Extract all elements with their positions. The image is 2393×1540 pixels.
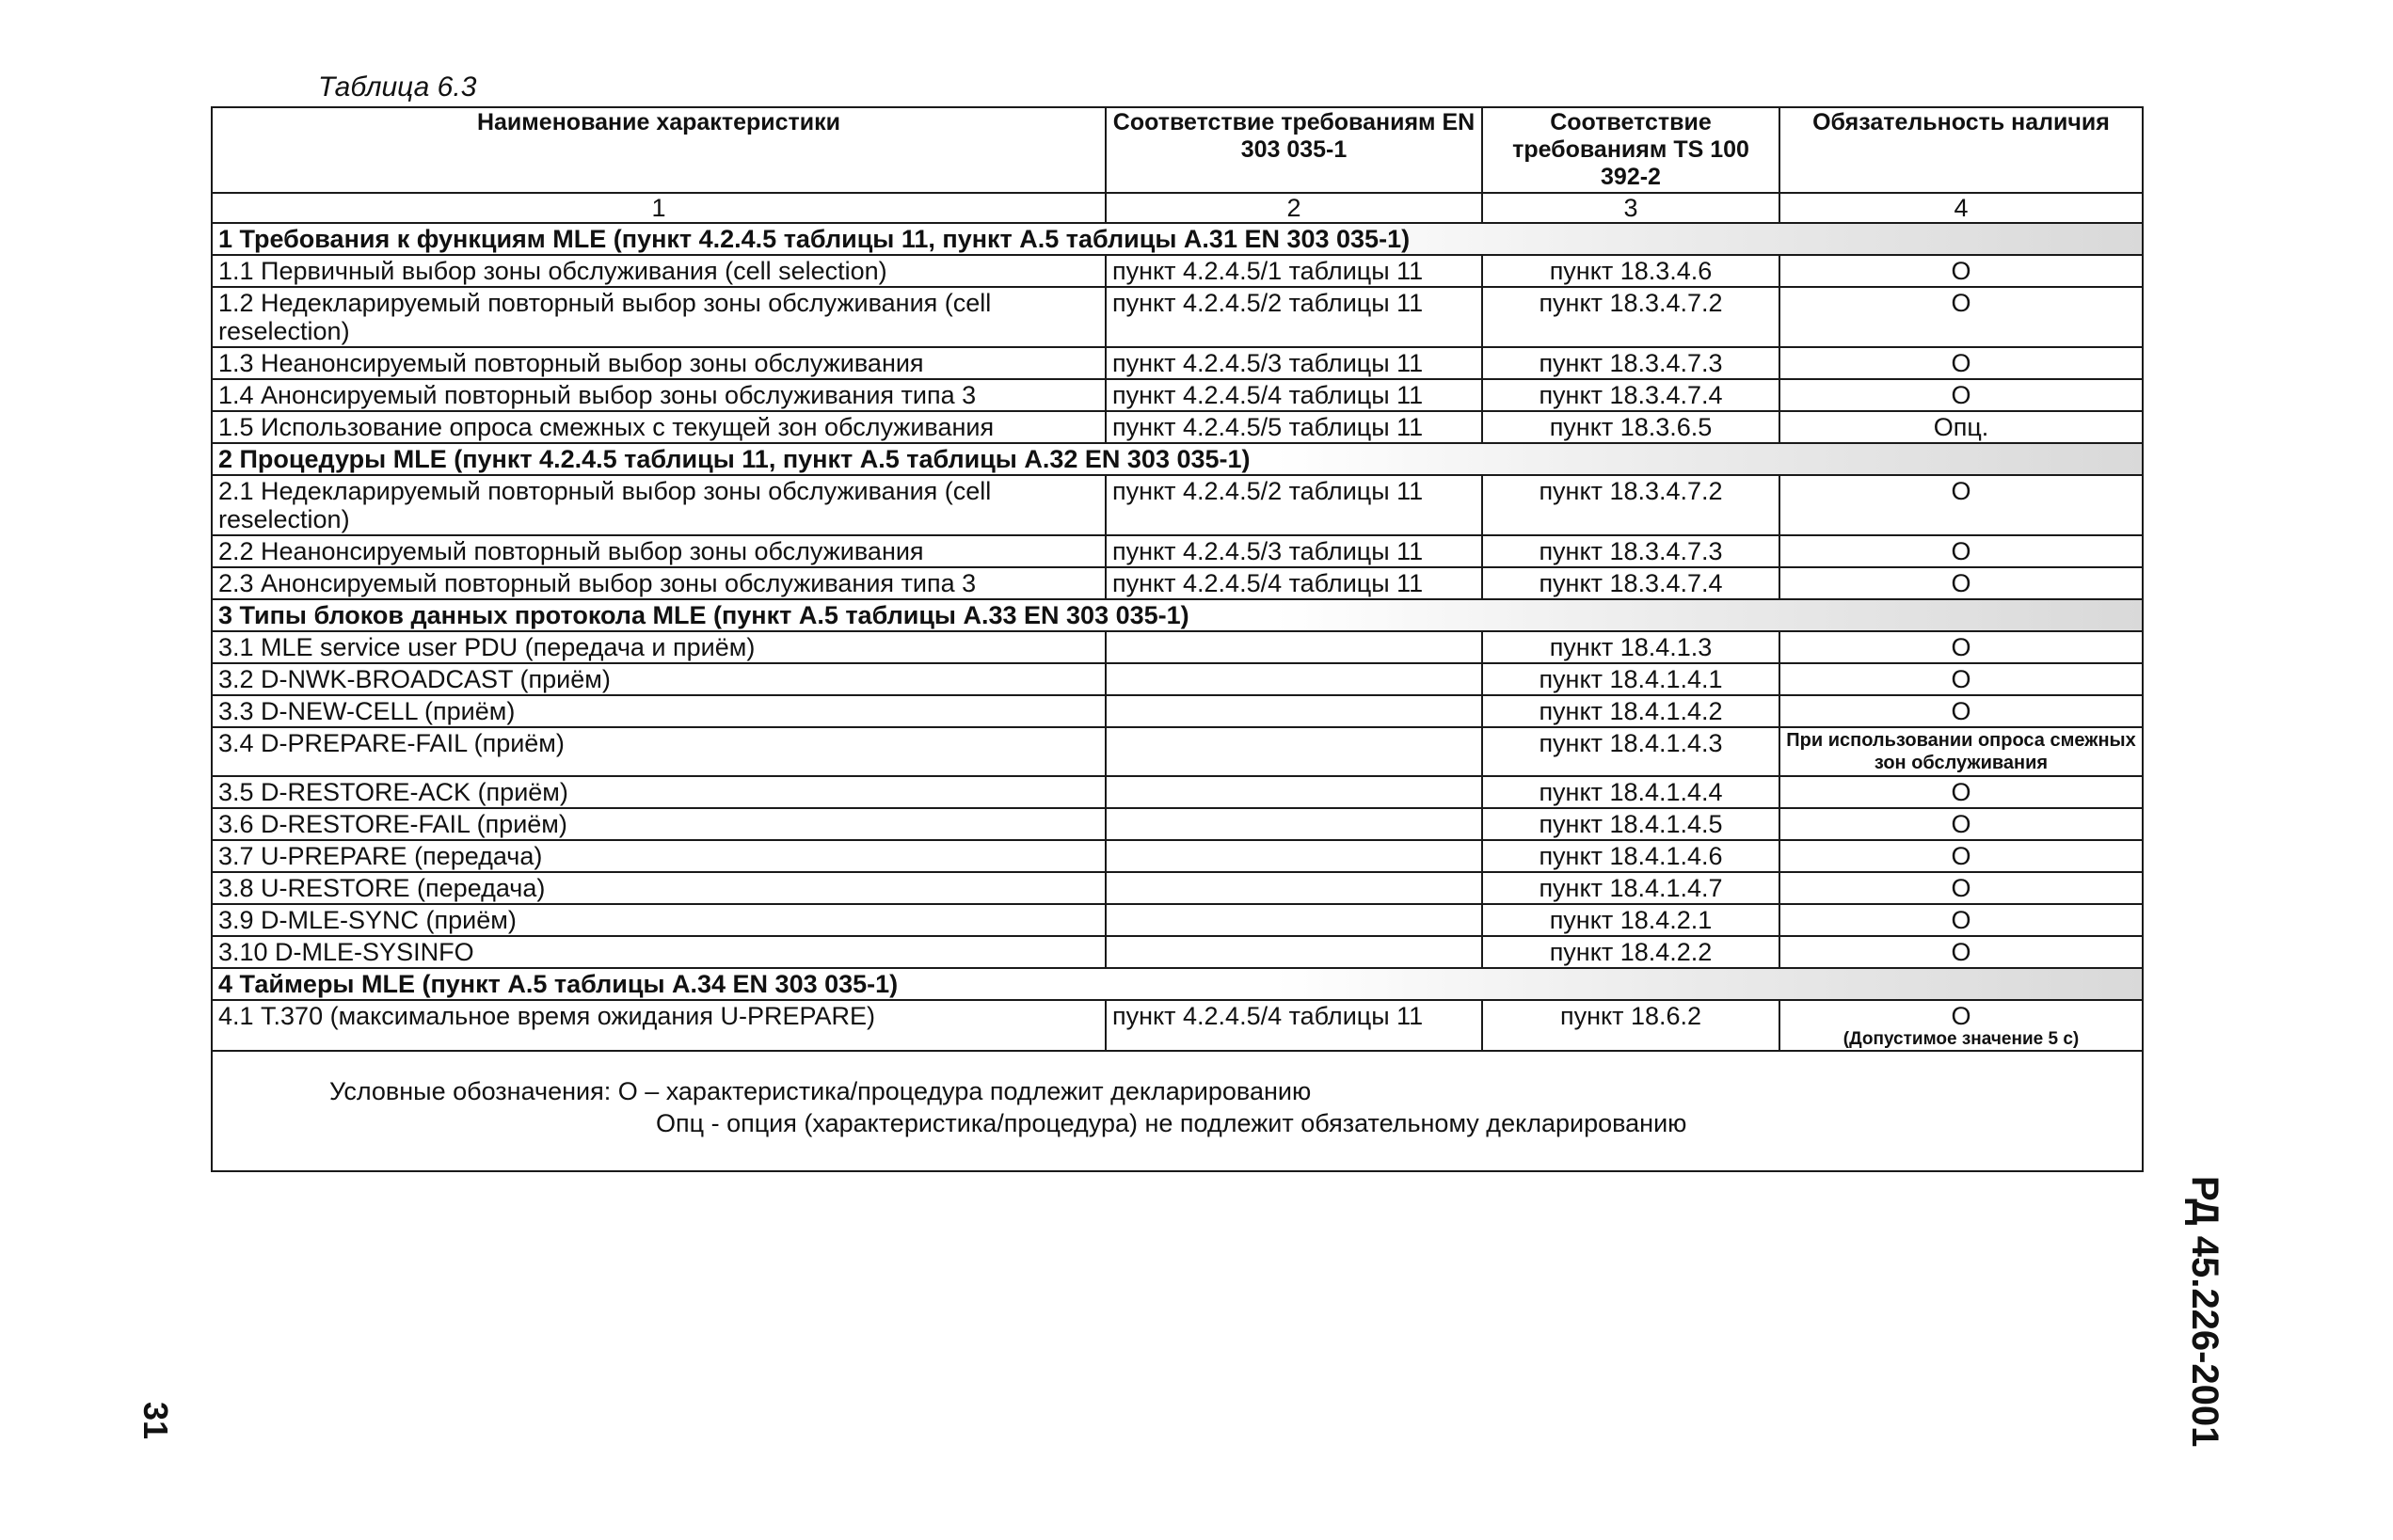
row-name: 3.1 MLE service user PDU (передача и приём)	[212, 631, 1106, 663]
section-row	[212, 223, 2143, 255]
row-mandatory: Опц.	[1779, 411, 2143, 443]
row-mandatory: О	[1779, 808, 2143, 840]
table-row	[212, 663, 2143, 695]
row-mandatory: О	[1779, 535, 2143, 567]
row-mandatory: О	[1779, 776, 2143, 808]
row-ts: пункт 18.4.2.1	[1482, 904, 1779, 936]
row-name: 3.7 U-PREPARE (передача)	[212, 840, 1106, 872]
row-name: 3.8 U-RESTORE (передача)	[212, 872, 1106, 904]
row-name: 4.1 Т.370 (максимальное время ожидания U-PREPARE)	[212, 1000, 1106, 1051]
document-code: РД 45.226-2001	[2184, 1176, 2225, 1448]
table-row	[212, 287, 2143, 347]
page-number: 31	[136, 1402, 175, 1440]
row-name: 3.3 D-NEW-CELL (приём)	[212, 695, 1106, 727]
row-ts: пункт 18.3.4.7.2	[1482, 287, 1779, 347]
row-mandatory: О	[1779, 872, 2143, 904]
table-row	[212, 936, 2143, 968]
legend-line-2: Опц - опция (характеристика/процедура) не подлежит обязательному декларированию	[656, 1109, 1687, 1137]
row-en	[1106, 776, 1482, 808]
table-row	[212, 808, 2143, 840]
row-en	[1106, 727, 1482, 776]
row-mandatory: О	[1779, 695, 2143, 727]
table-row	[212, 727, 2143, 776]
row-mandatory-note: (Допустимое значение 5 с)	[1843, 1029, 2080, 1049]
header-ts: Соответствие требованиям TS 100 392-2	[1482, 107, 1779, 193]
row-mandatory: При использовании опроса смежных зон обслуживания	[1779, 727, 2143, 776]
row-en: пункт 4.2.4.5/4 таблицы 11	[1106, 379, 1482, 411]
row-ts: пункт 18.4.2.2	[1482, 936, 1779, 968]
row-name: 1.5 Использование опроса смежных с текущей зон обслуживания	[212, 411, 1106, 443]
table-row	[212, 347, 2143, 379]
header-mandatory: Обязательность наличия	[1779, 107, 2143, 193]
row-name: 1.2 Недекларируемый повторный выбор зоны обслуживания (cell reselection)	[212, 287, 1106, 347]
row-en	[1106, 808, 1482, 840]
table-row	[212, 475, 2143, 535]
row-mandatory: О	[1779, 379, 2143, 411]
row-en	[1106, 631, 1482, 663]
row-name: 3.9 D-MLE-SYNC (приём)	[212, 904, 1106, 936]
section-title: 2 Процедуры MLE (пункт 4.2.4.5 таблицы 11, пункт А.5 таблицы А.32 EN 303 035-1)	[212, 443, 2143, 475]
row-name: 2.1 Недекларируемый повторный выбор зоны обслуживания (cell reselection)	[212, 475, 1106, 535]
row-mandatory: О	[1779, 567, 2143, 599]
row-ts: пункт 18.3.6.5	[1482, 411, 1779, 443]
row-en	[1106, 840, 1482, 872]
row-en: пункт 4.2.4.5/2 таблицы 11	[1106, 475, 1482, 535]
row-en	[1106, 904, 1482, 936]
row-ts: пункт 18.4.1.4.2	[1482, 695, 1779, 727]
column-number-row	[212, 193, 2143, 223]
row-ts: пункт 18.3.4.6	[1482, 255, 1779, 287]
row-name: 3.2 D-NWK-BROADCAST (приём)	[212, 663, 1106, 695]
row-ts: пункт 18.4.1.4.7	[1482, 872, 1779, 904]
row-mandatory: О	[1779, 287, 2143, 347]
row-ts: пункт 18.6.2	[1482, 1000, 1779, 1051]
row-en	[1106, 936, 1482, 968]
col-number: 3	[1482, 193, 1779, 223]
row-mandatory: О	[1779, 936, 2143, 968]
row-mandatory: О	[1779, 631, 2143, 663]
row-name: 3.10 D-MLE-SYSINFO	[212, 936, 1106, 968]
col-number: 4	[1779, 193, 2143, 223]
row-en: пункт 4.2.4.5/2 таблицы 11	[1106, 287, 1482, 347]
row-name: 3.5 D-RESTORE-ACK (приём)	[212, 776, 1106, 808]
header-row	[212, 107, 2143, 193]
row-ts: пункт 18.4.1.4.4	[1482, 776, 1779, 808]
col-number: 1	[212, 193, 1106, 223]
legend-line-1: Условные обозначения: О – характеристика/процедура подлежит декларированию	[329, 1077, 1312, 1105]
row-en	[1106, 695, 1482, 727]
table-row	[212, 631, 2143, 663]
row-ts: пункт 18.3.4.7.2	[1482, 475, 1779, 535]
header-en: Соответствие требованиям EN 303 035-1	[1106, 107, 1482, 193]
row-en: пункт 4.2.4.5/4 таблицы 11	[1106, 567, 1482, 599]
row-mandatory-cell	[1779, 1000, 2143, 1051]
section-row	[212, 599, 2143, 631]
table-row	[212, 411, 2143, 443]
row-name: 1.1 Первичный выбор зоны обслуживания (cell selection)	[212, 255, 1106, 287]
section-row	[212, 968, 2143, 1000]
row-en: пункт 4.2.4.5/5 таблицы 11	[1106, 411, 1482, 443]
row-mandatory: О	[1779, 255, 2143, 287]
row-mandatory: О	[1779, 347, 2143, 379]
row-ts: пункт 18.4.1.4.6	[1482, 840, 1779, 872]
col-number: 2	[1106, 193, 1482, 223]
row-name: 3.6 D-RESTORE-FAIL (приём)	[212, 808, 1106, 840]
row-mandatory: О	[1779, 475, 2143, 535]
row-en: пункт 4.2.4.5/1 таблицы 11	[1106, 255, 1482, 287]
row-ts: пункт 18.4.1.4.5	[1482, 808, 1779, 840]
row-name: 1.3 Неанонсируемый повторный выбор зоны обслуживания	[212, 347, 1106, 379]
row-en: пункт 4.2.4.5/3 таблицы 11	[1106, 535, 1482, 567]
table-caption: Таблица 6.3	[318, 71, 477, 103]
row-ts: пункт 18.4.1.4.3	[1482, 727, 1779, 776]
table-row	[212, 1000, 2143, 1051]
row-ts: пункт 18.3.4.7.4	[1482, 567, 1779, 599]
table-row	[212, 379, 2143, 411]
table-row	[212, 255, 2143, 287]
row-ts: пункт 18.4.1.4.1	[1482, 663, 1779, 695]
row-mandatory: О	[1779, 663, 2143, 695]
row-name: 2.3 Анонсируемый повторный выбор зоны обслуживания типа 3	[212, 567, 1106, 599]
row-ts: пункт 18.4.1.3	[1482, 631, 1779, 663]
row-name: 3.4 D-PREPARE-FAIL (приём)	[212, 727, 1106, 776]
row-en	[1106, 663, 1482, 695]
table-row	[212, 840, 2143, 872]
row-en: пункт 4.2.4.5/4 таблицы 11	[1106, 1000, 1482, 1051]
row-mandatory: О	[1779, 840, 2143, 872]
table-row	[212, 776, 2143, 808]
header-name: Наименование характеристики	[212, 107, 1106, 193]
row-name: 1.4 Анонсируемый повторный выбор зоны обслуживания типа 3	[212, 379, 1106, 411]
legend-cell	[212, 1051, 2143, 1171]
table-row	[212, 567, 2143, 599]
row-ts: пункт 18.3.4.7.4	[1482, 379, 1779, 411]
table-row	[212, 904, 2143, 936]
row-ts: пункт 18.3.4.7.3	[1482, 347, 1779, 379]
section-title: 3 Типы блоков данных протокола MLE (пункт А.5 таблицы А.33 EN 303 035-1)	[212, 599, 2143, 631]
table-row	[212, 695, 2143, 727]
row-en	[1106, 872, 1482, 904]
section-row	[212, 443, 2143, 475]
row-mandatory: О	[1779, 904, 2143, 936]
row-en: пункт 4.2.4.5/3 таблицы 11	[1106, 347, 1482, 379]
requirements-table	[211, 106, 2144, 1172]
legend-row	[212, 1051, 2143, 1171]
row-mandatory: О	[1951, 1002, 1971, 1030]
table-row	[212, 535, 2143, 567]
section-title: 4 Таймеры MLE (пункт А.5 таблицы А.34 EN 303 035-1)	[212, 968, 2143, 1000]
table-row	[212, 872, 2143, 904]
row-name: 2.2 Неанонсируемый повторный выбор зоны обслуживания	[212, 535, 1106, 567]
section-title: 1 Требования к функциям MLE (пункт 4.2.4.5 таблицы 11, пункт А.5 таблицы А.31 EN 303 035-1)	[212, 223, 2143, 255]
row-ts: пункт 18.3.4.7.3	[1482, 535, 1779, 567]
